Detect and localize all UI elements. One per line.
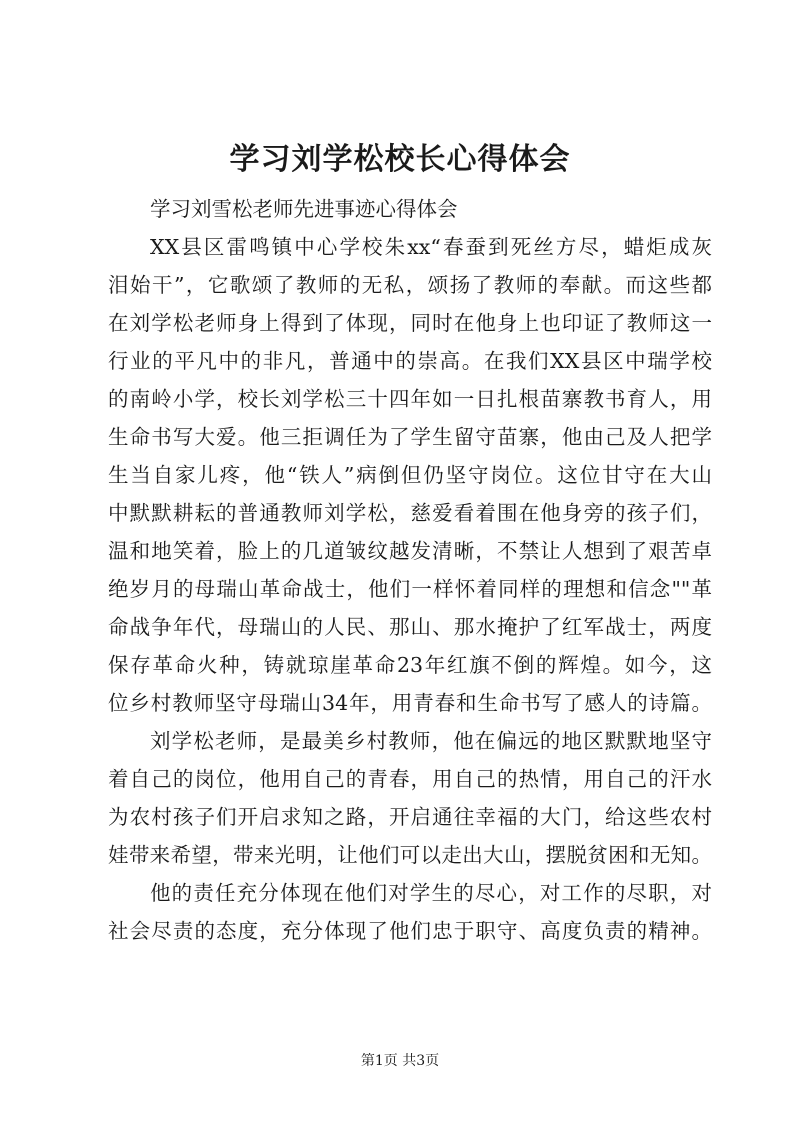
paragraph — [108, 722, 712, 874]
document-body — [108, 190, 712, 950]
text-line: 命战争年代，母瑞山的人民、那山、那水掩护了红军战士，两度 — [108, 615, 712, 639]
text-line: 刘学松老师，是最美乡村教师，他在偏远的地区默默地坚守 — [150, 729, 712, 753]
text-line: 保存革命火种，铸就琼崖革命23年红旗不倒的辉煌。如今，这 — [108, 653, 712, 677]
text-line: 泪始干”，它歌颂了教师的无私，颂扬了教师的奉献。而这些都 — [108, 273, 712, 297]
text-line: 着自己的岗位，他用自己的青春，用自己的热情，用自己的汗水 — [108, 767, 712, 791]
text-line: 生命书写大爱。他三拒调任为了学生留守苗寨，他由己及人把学 — [108, 425, 712, 449]
text-line: 中默默耕耘的普通教师刘学松，慈爱看着围在他身旁的孩子们， — [108, 501, 712, 525]
text-line: 学习刘雪松老师先进事迹心得体会 — [150, 197, 458, 221]
text-line: 为农村孩子们开启求知之路，开启通往幸福的大门，给这些农村 — [108, 805, 712, 829]
text-line: 社会尽责的态度，充分体现了他们忠于职守、高度负责的精神。 — [108, 919, 712, 943]
text-line: 他的责任充分体现在他们对学生的尽心，对工作的尽职，对 — [150, 881, 712, 905]
paragraph — [108, 228, 712, 722]
text-line: 行业的平凡中的非凡，普通中的崇高。在我们XX县区中瑞学校 — [108, 349, 712, 373]
text-line: 在刘学松老师身上得到了体现，同时在他身上也印证了教师这一 — [108, 311, 712, 335]
document-title: 学习刘学松校长心得体会 — [229, 142, 571, 177]
text-line: 的南岭小学，校长刘学松三十四年如一日扎根苗寨教书育人，用 — [108, 387, 712, 411]
text-line: 生当自家儿疼，他“铁人”病倒但仍坚守岗位。这位甘守在大山 — [108, 463, 712, 487]
text-line: 位乡村教师坚守母瑞山34年，用青春和生命书写了感人的诗篇。 — [108, 691, 712, 715]
text-line: XX县区雷鸣镇中心学校朱xx“春蚕到死丝方尽，蜡炬成灰 — [150, 235, 712, 259]
text-line: 温和地笑着，脸上的几道皱纹越发清晰，不禁让人想到了艰苦卓 — [108, 539, 712, 563]
paragraph — [108, 874, 712, 950]
text-line: 绝岁月的母瑞山革命战士，他们一样怀着同样的理想和信念""革 — [108, 577, 712, 601]
text-line: 娃带来希望，带来光明，让他们可以走出大山，摆脱贫困和无知。 — [108, 843, 712, 867]
paragraph — [108, 190, 712, 228]
page-footer: 第1页 共3页 — [360, 1053, 440, 1069]
